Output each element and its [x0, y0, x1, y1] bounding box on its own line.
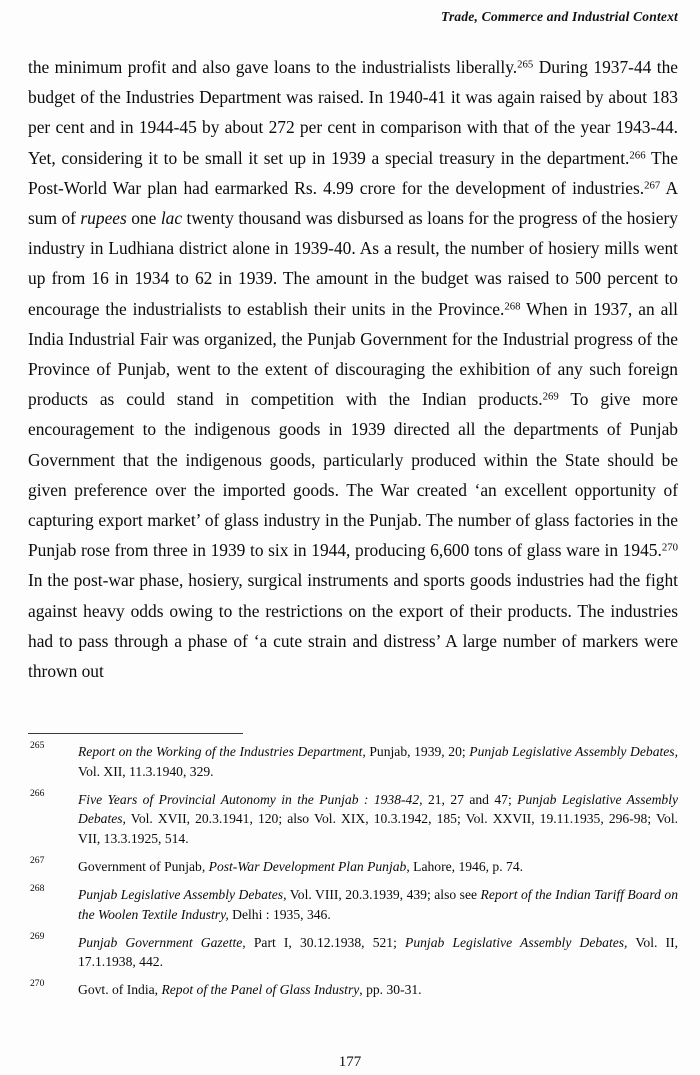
- footnote-italic-run: Punjab Government Gazette,: [78, 934, 246, 950]
- footnote-italic-run: Report of the Indian Tariff Board on the Woolen Textile Industry,: [78, 887, 678, 922]
- footnote-italic-run: Five Years of Provincial Autonomy in the Punjab : 1938-42,: [78, 791, 423, 807]
- running-header: Trade, Commerce and Industrial Context: [441, 9, 678, 24]
- footnote-italic-run: Report on the Working of the Industries Department,: [78, 744, 366, 759]
- footnote-text: [78, 980, 678, 1000]
- footnote-268: [28, 885, 678, 924]
- footnote-text: [78, 933, 678, 972]
- body-text-italic-run: rupees: [80, 208, 127, 229]
- footnote-text: [78, 857, 678, 877]
- body-text-run: During 1937-44 the budget of the Industries Department was raised. In 1940-41 it was again raised by about 183 per cent and in 1944-45 by about 272 per cent in comparison with that of the year 1943-44. Yet, considering it to be small it set up in 1939 a special treasury in the department.: [28, 57, 678, 168]
- body-text-run: A sum of: [28, 177, 678, 229]
- body-text-run: In the post-war phase, hosiery, surgical instruments and sports goods industries had the fight against heavy odds owing to the restrictions on the export of their products. The industries had to pass through a phase of ‘a cute strain and distress’ A large number of markers were thrown out: [28, 570, 678, 682]
- footnote-marker-266: 266: [629, 149, 646, 161]
- footnote-run: , pp. 30-31.: [359, 982, 422, 998]
- footnote-separator-rule: [28, 733, 243, 734]
- footnote-italic-run: Punjab Legislative Assembly Debates,: [78, 887, 287, 903]
- body-text-run: To give more encouragement to the indigenous goods in 1939 directed all the departments of Punjab Government that the indigenous goods, particularly produced within the State should be given preference over the imported goods. The War created ‘an excellent opportunity of capturing export market’ of glass industry in the Punjab. The number of glass factories in the Punjab rose from three in 1939 to six in 1944, producing 6,600 tons of glass ware in 1945.: [28, 389, 679, 561]
- footnote-number: 267: [30, 854, 45, 866]
- footnote-marker-265: 265: [517, 58, 534, 71]
- footnote-run: Punjab, 1939, 20;: [365, 744, 470, 759]
- footnote-italic-run: Punjab Legislative Assembly Debates,: [78, 791, 679, 827]
- footnote-269: [28, 930, 679, 972]
- body-text-run: the minimum profit and also gave loans to the industrialists liberally.: [28, 57, 518, 77]
- footnote-italic-run: Repot of the Panel of Glass Industry: [161, 982, 360, 998]
- footnote-marker-269: 269: [542, 390, 559, 403]
- footnote-265: [28, 742, 678, 781]
- footnote-267: [28, 854, 678, 877]
- body-text-block: [28, 52, 678, 686]
- footnote-number: 266: [30, 787, 45, 799]
- footnote-run: , Lahore, 1946, p. 74.: [406, 858, 524, 874]
- footnote-run: Vol. II, 17.1.1938, 442.: [78, 934, 679, 970]
- footnote-marker-270: 270: [661, 541, 678, 554]
- footnote-list: [28, 742, 678, 1009]
- footnote-text: [78, 885, 678, 924]
- footnote-270: [28, 980, 678, 1000]
- footnote-number: 270: [30, 978, 45, 990]
- footnote-text: [78, 790, 678, 849]
- footnote-marker-267: 267: [644, 179, 661, 192]
- footnote-text: [78, 742, 678, 781]
- footnote-run: Govt. of India,: [78, 982, 162, 998]
- footnote-run: Vol. XII, 11.3.1940, 329.: [78, 763, 214, 779]
- footnote-italic-run: Post-War Development Plan Punjab: [208, 858, 407, 874]
- footnote-italic-run: Punjab Legislative Assembly Debates,: [469, 744, 678, 759]
- footnote-run: Vol. XVII, 20.3.1941, 120; also Vol. XIX, 10.3.1942, 185; Vol. XXVII, 19.11.1935, 296-98; Vol. VII, 13.3.1925, 514.: [78, 811, 678, 846]
- footnote-number: 265: [30, 740, 45, 751]
- footnote-run: Government of Punjab,: [78, 858, 209, 874]
- footnote-266: [28, 787, 679, 849]
- body-text-italic-run: lac: [160, 208, 183, 229]
- body-text-run: The Post-World War plan had earmarked Rs. 4.99 crore for the development of industries.: [28, 147, 679, 198]
- footnote-italic-run: Punjab Legislative Assembly Debates,: [405, 934, 628, 950]
- footnote-run: 21, 27 and 47;: [422, 791, 518, 807]
- footnote-run: Vol. VIII, 20.3.1939, 439; also see: [286, 887, 481, 903]
- footnote-marker-268: 268: [504, 300, 521, 313]
- footnote-run: Delhi : 1935, 346.: [228, 906, 331, 922]
- body-paragraph: [28, 52, 678, 686]
- body-text-run: twenty thousand was disbursed as loans for the progress of the hosiery industry in Ludhiana district alone in 1939-40. As a result, the number of hosiery mills went up from 16 in 1934 to 62 in 1939. The amount in the budget was raised to 500 percent to encourage the industrialists to establish their units in the Province.: [28, 208, 678, 319]
- body-text-run: one: [126, 208, 161, 229]
- footnote-number: 268: [30, 883, 45, 895]
- page-number: 177: [338, 1054, 362, 1070]
- footnote-number: 269: [30, 930, 45, 942]
- footnote-run: Part I, 30.12.1938, 521;: [245, 934, 406, 950]
- body-text-run: When in 1937, an all India Industrial Fair was organized, the Punjab Government for the Industrial progress of the Province of Punjab, went to the extent of discouraging the exhibition of any such foreign products as could stand in competition with the Indian products.: [28, 298, 678, 410]
